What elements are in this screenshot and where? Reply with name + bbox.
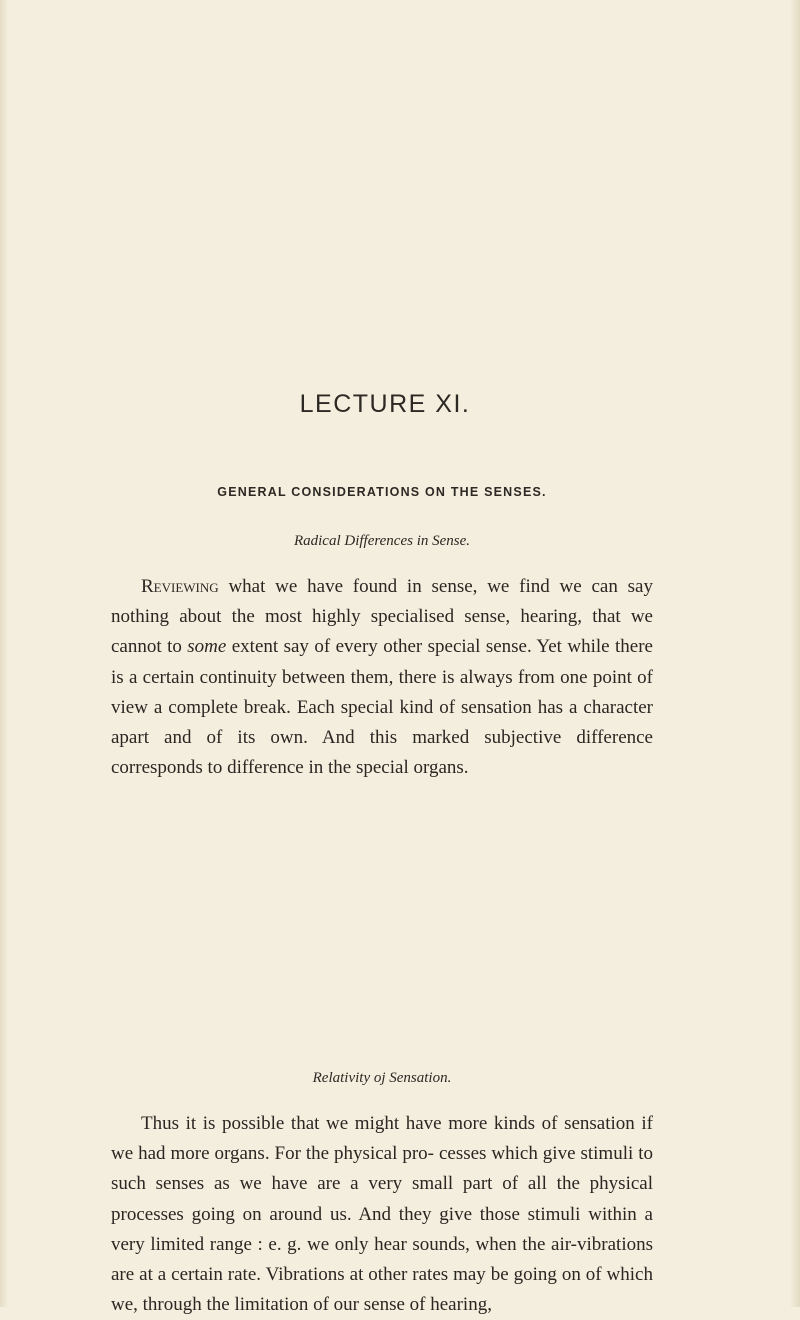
paragraph-text-b: extent say of every other special sense. Yet while there is a certain continuity between them, there is always from one point of view a complete break. Each special kind of sensation has a character apart and of its own. And this marked subjective difference corresponds to difference in the special organs. [111, 636, 653, 779]
subheading-radical-differences: Radical Differences in Sense. [293, 533, 471, 549]
section-title: GENERAL CONSIDERATIONS ON THE SENSES. [217, 485, 547, 499]
page-edge-left [0, 0, 8, 1307]
page-edge-right [790, 0, 800, 1307]
paragraph-thus: Thus it is possible that we might have more kinds of sensation if we had more organs. For the physical pro- cesses which give stimuli to such senses as we have are a very small part of all the physical processes going on around us. And they give those stimuli within a very limited range : e. g. we only hear sounds, when the air-vibrations are at a certain rate. Vibrations at other rates may be going on of which we, through the limitation of our sense of hearing, [111, 1113, 653, 1316]
subheading-relativity: Relativity oj Sensation. [312, 1070, 452, 1086]
paragraph-text-a: what we have found in sense, we find we can say nothing about the most highly specialised sense, hearing, that we cannot to [111, 576, 653, 658]
paragraph-reviewing [111, 572, 653, 783]
page-content [111, 390, 653, 1316]
paragraph-lead-word: Reviewing [141, 576, 219, 597]
lecture-title: LECTURE XI. [299, 390, 471, 418]
paragraph-italic-word: some [187, 636, 227, 658]
